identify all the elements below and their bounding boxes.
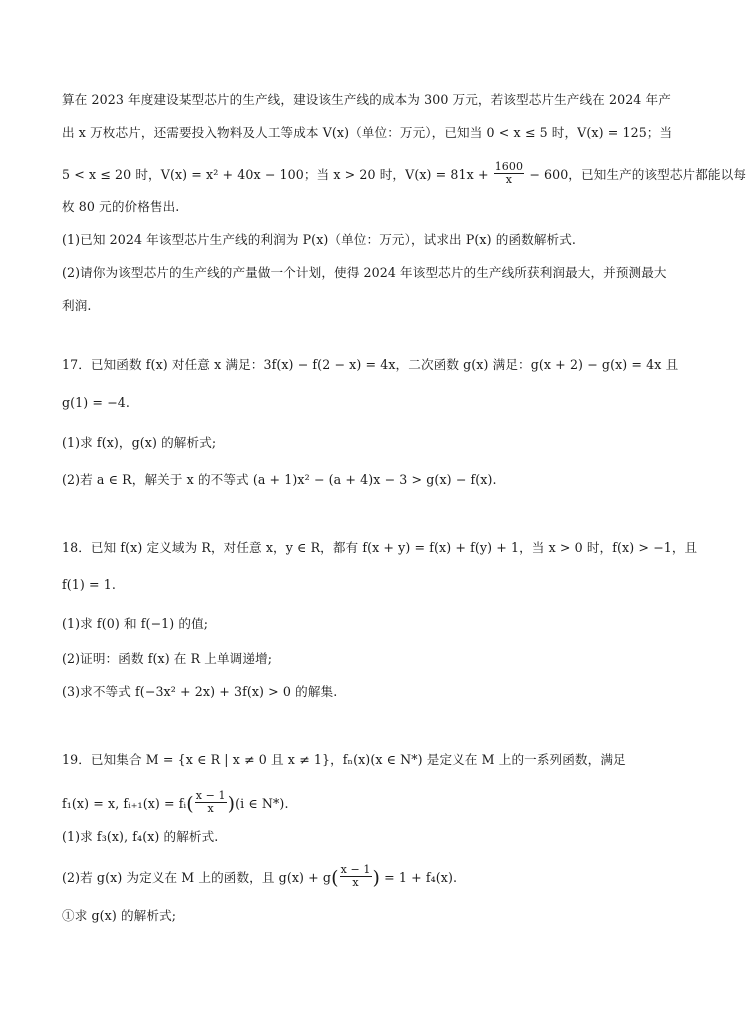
problem-17-line-2: g(1) = −4. bbox=[62, 395, 131, 410]
fraction-x-minus-1-over-x bbox=[195, 790, 227, 815]
problem-16-line-3-end: − 600，已知生产的该型芯片都能以每 bbox=[525, 167, 746, 182]
problem-18-question-1: (1)求 f(0) 和 f(−1) 的值; bbox=[62, 616, 209, 631]
problem-19-question-2-part-1: ①求 g(x) 的解析式; bbox=[62, 908, 177, 923]
fraction-denominator: x bbox=[207, 802, 214, 815]
left-paren: ( bbox=[186, 792, 194, 815]
problem-16-line-3 bbox=[62, 160, 746, 188]
problem-19-line-1: 19．已知集合 M = {x ∈ R | x ≠ 0 且 x ≠ 1}，fₙ(x)(x ∈ N*) 是定义在 M 上的一系列函数，满足 bbox=[62, 752, 626, 767]
problem-19-line-2-start: f₁(x) = x, fᵢ₊₁(x) = fᵢ bbox=[62, 796, 187, 811]
problem-17-question-2: (2)若 a ∈ R，解关于 x 的不等式 (a + 1)x² − (a + 4)x − 3 > g(x) − f(x). bbox=[62, 472, 497, 487]
fraction-denominator: x bbox=[352, 876, 359, 889]
problem-18-question-2: (2)证明：函数 f(x) 在 R 上单调递增; bbox=[62, 651, 273, 666]
problem-19-line-2-end: (i ∈ N*). bbox=[235, 796, 289, 811]
left-paren: ( bbox=[331, 866, 339, 889]
problem-16-question-2: (2)请你为该型芯片的生产线的产量做一个计划，使得 2024 年该型芯片的生产线所获利润最大，并预测最大 bbox=[62, 265, 667, 280]
problem-16-line-1: 算在 2023 年度建设某型芯片的生产线，建设该生产线的成本为 300 万元，若该型芯片生产线在 2024 年产 bbox=[62, 92, 671, 107]
problem-19-question-2 bbox=[62, 863, 660, 891]
fraction-numerator: x − 1 bbox=[195, 789, 226, 802]
problem-16-question-1: (1)已知 2024 年该型芯片生产线的利润为 P(x)（单位：万元），试求出 P(x) 的函数解析式. bbox=[62, 232, 577, 247]
fraction-x-minus-1-over-x bbox=[340, 864, 372, 889]
fraction-denominator: x bbox=[505, 173, 513, 186]
problem-16-line-3-start: 5 < x ≤ 20 时，V(x) = x² + 40x − 100；当 x > 20 时，V(x) = 81x + bbox=[62, 167, 493, 182]
problem-18-question-3: (3)求不等式 f(−3x² + 2x) + 3f(x) > 0 的解集. bbox=[62, 684, 338, 699]
right-paren: ) bbox=[227, 792, 236, 815]
problem-19-question-2-start: (2)若 g(x) 为定义在 M 上的函数，且 g(x) + g bbox=[62, 870, 332, 885]
fraction-numerator: 1600 bbox=[494, 160, 524, 173]
problem-18-line-2: f(1) = 1. bbox=[62, 577, 116, 592]
problem-18-line-1: 18．已知 f(x) 定义域为 R，对任意 x，y ∈ R，都有 f(x + y) = f(x) + f(y) + 1，当 x > 0 时，f(x) > −1，且 bbox=[62, 540, 698, 555]
fraction-numerator: x − 1 bbox=[340, 863, 371, 876]
problem-19-line-2 bbox=[62, 789, 660, 817]
fraction-1600-over-x bbox=[494, 161, 524, 186]
right-paren: ) bbox=[372, 866, 381, 889]
problem-17-line-1: 17．已知函数 f(x) 对任意 x 满足：3f(x) − f(2 − x) = 4x，二次函数 g(x) 满足：g(x + 2) − g(x) = 4x 且 bbox=[62, 357, 679, 372]
problem-19-question-1: (1)求 f₃(x), f₄(x) 的解析式. bbox=[62, 829, 219, 844]
problem-19-question-2-end: = 1 + f₄(x). bbox=[380, 870, 458, 885]
problem-17-question-1: (1)求 f(x)，g(x) 的解析式; bbox=[62, 435, 217, 450]
problem-16-line-2: 出 x 万枚芯片，还需要投入物料及人工等成本 V(x)（单位：万元），已知当 0 < x ≤ 5 时，V(x) = 125；当 bbox=[62, 125, 673, 140]
problem-16-line-4: 枚 80 元的价格售出. bbox=[62, 199, 180, 214]
problem-16-question-2-cont: 利润. bbox=[62, 298, 92, 313]
